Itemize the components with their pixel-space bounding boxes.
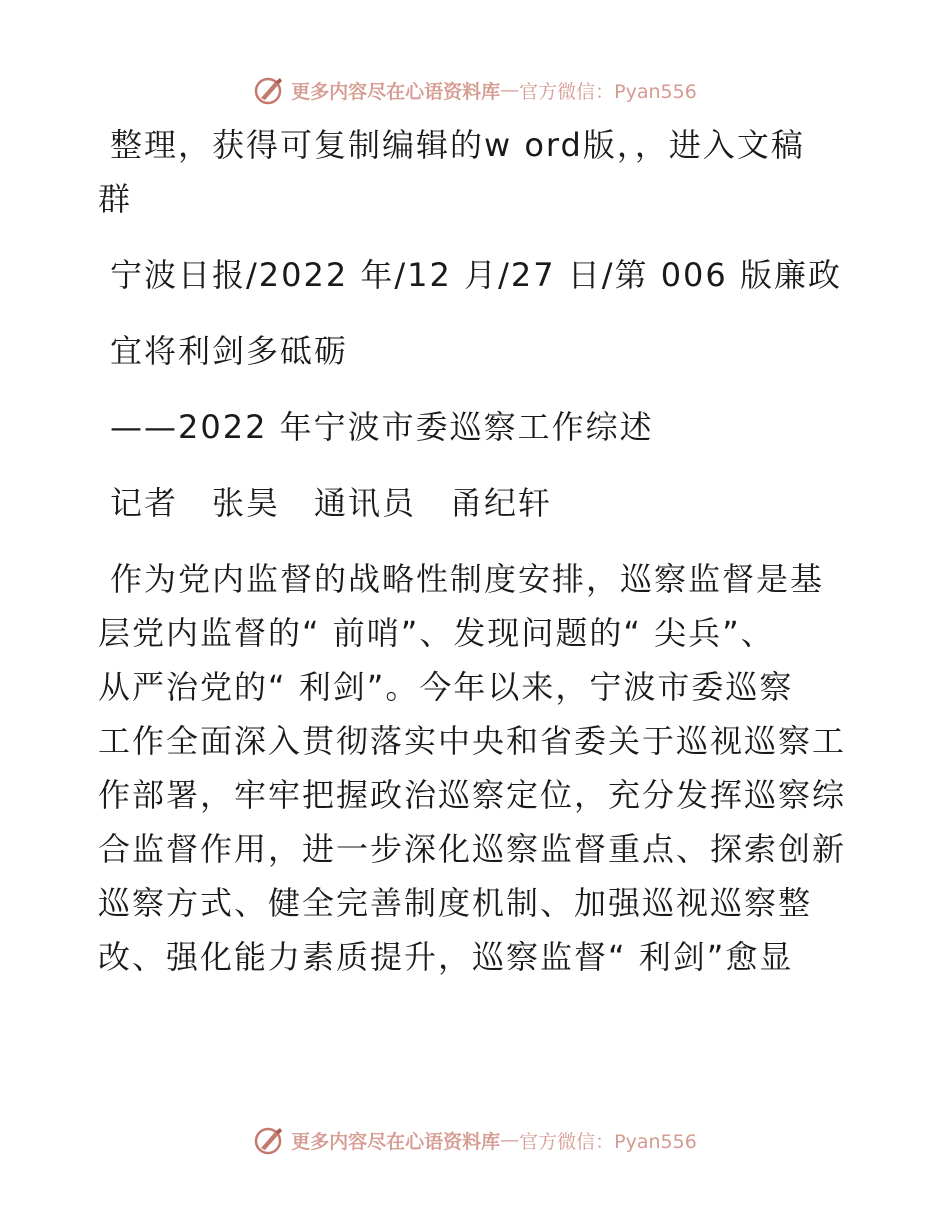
subtitle-paragraph	[98, 400, 858, 454]
subtitle: ——2022 年宁波市委巡察工作综述	[110, 408, 654, 446]
header-watermark	[0, 70, 950, 110]
body-line: 工作全面深入贯彻落实中央和省委关于巡视巡察工	[98, 722, 847, 760]
brand-logo-icon	[253, 1124, 285, 1156]
intro-line: 整理，获得可复制编辑的w ord版，，进入文稿	[110, 126, 805, 164]
intro-line: 群	[98, 180, 133, 218]
body-line: 层党内监督的“ 前哨”、发现问题的“ 尖兵”、	[98, 614, 775, 652]
body-line: 作为党内监督的战略性制度安排，巡察监督是基	[110, 560, 825, 598]
brand-logo-icon	[253, 74, 285, 106]
watermark-title: 更多内容尽在心语资料库	[291, 1130, 501, 1153]
headline: 宜将利剑多砥砺	[110, 332, 349, 370]
source-paragraph	[98, 248, 858, 302]
body-line: 合监督作用，进一步深化巡察监督重点、探索创新	[98, 830, 847, 868]
watermark-separator: —	[500, 1129, 520, 1151]
watermark-contact: 官方微信：Pyan556	[519, 1130, 697, 1153]
watermark-separator: —	[500, 79, 520, 101]
byline-paragraph	[98, 476, 858, 530]
watermark-title: 更多内容尽在心语资料库	[291, 80, 501, 103]
source-line: 宁波日报/2022 年/12 月/27 日/第 006 版廉政	[110, 256, 842, 294]
headline-paragraph	[98, 324, 858, 378]
body-line: 作部署，牢牢把握政治巡察定位，充分发挥巡察综	[98, 776, 847, 814]
intro-paragraph	[98, 118, 858, 226]
footer-watermark	[0, 1120, 950, 1160]
body-line: 改、强化能力素质提升，巡察监督“ 利剑”愈显	[98, 938, 794, 976]
body-line: 从严治党的“ 利剑”。今年以来，宁波市委巡察	[98, 668, 794, 706]
body-paragraph	[98, 552, 858, 984]
watermark-contact: 官方微信：Pyan556	[519, 80, 697, 103]
document-body	[98, 118, 858, 1006]
byline: 记者 张昊 通讯员 甬纪轩	[110, 484, 553, 522]
body-line: 巡察方式、健全完善制度机制、加强巡视巡察整	[98, 884, 813, 922]
